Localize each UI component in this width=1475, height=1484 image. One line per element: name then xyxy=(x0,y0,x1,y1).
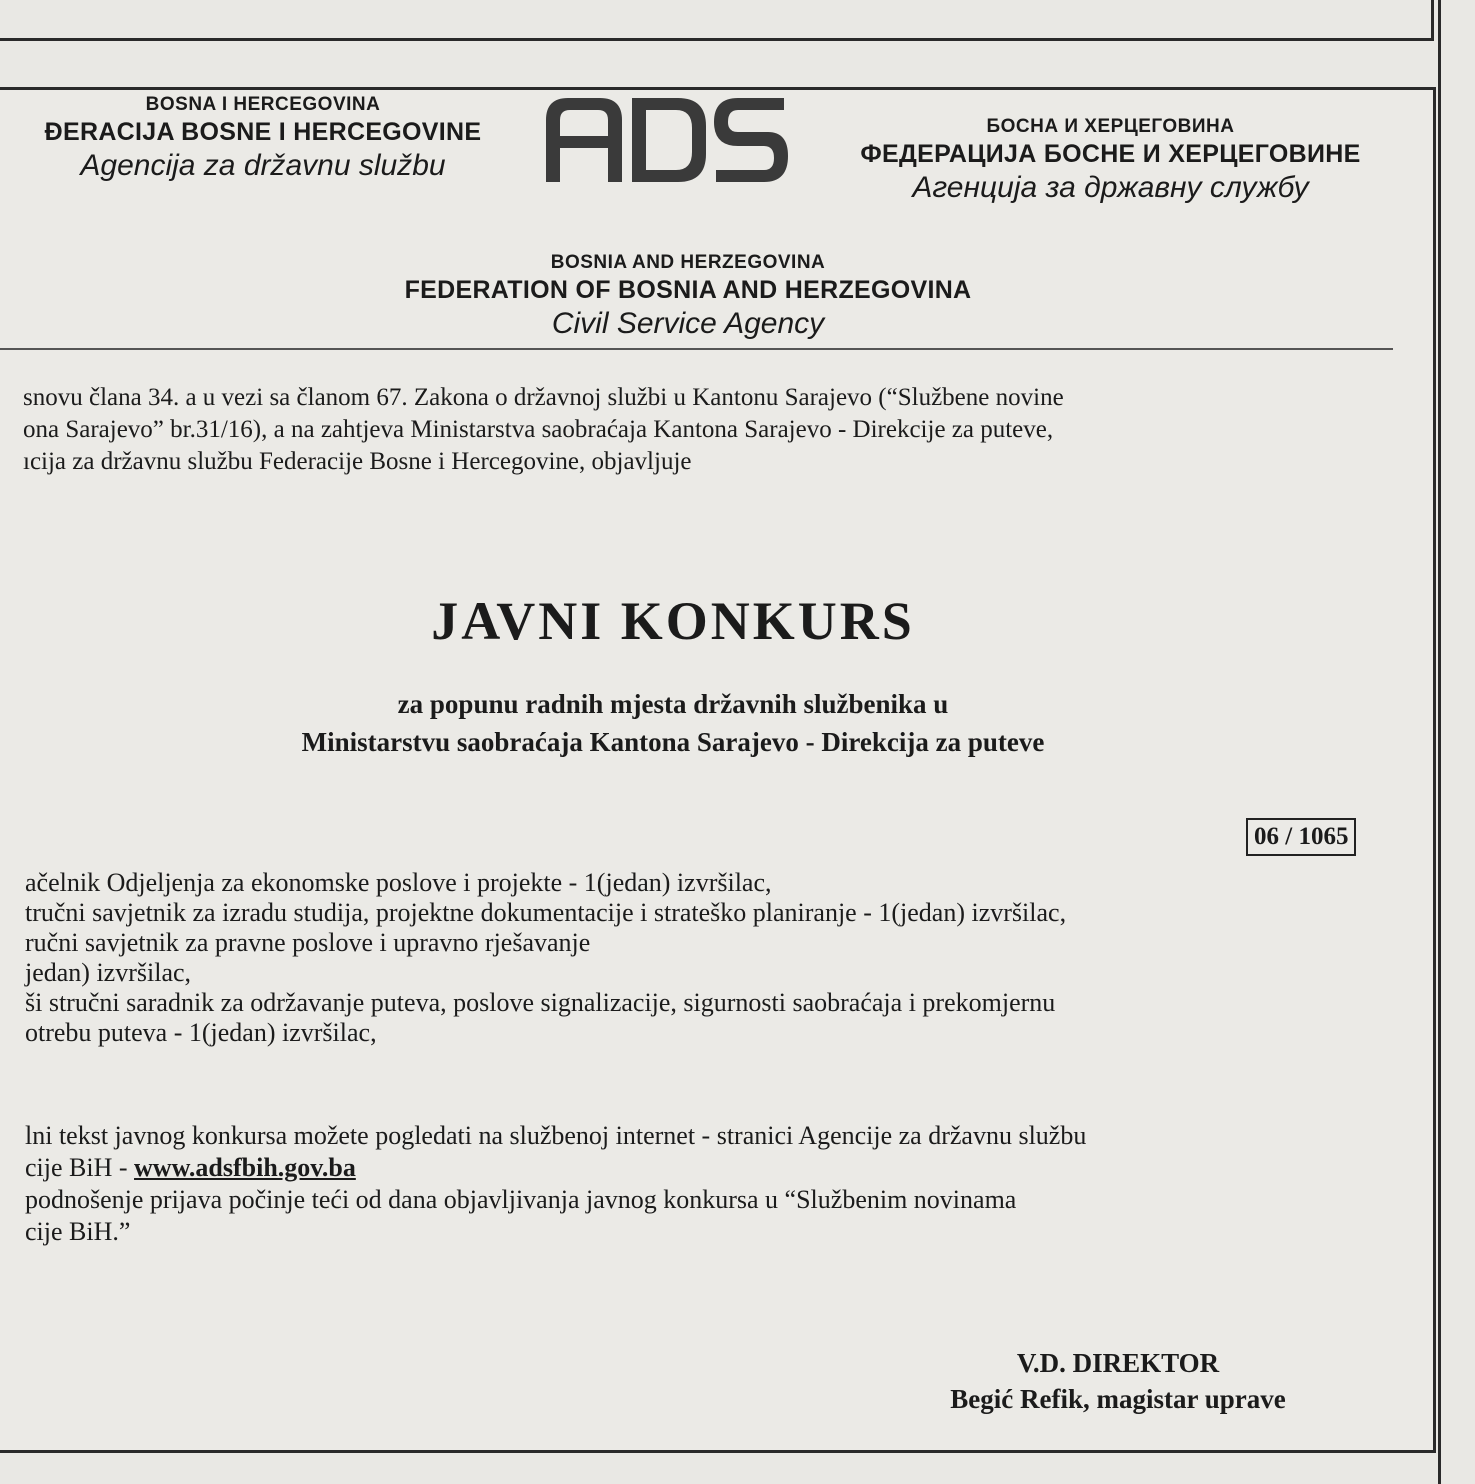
position-line: jedan) izvršilac, xyxy=(25,958,192,987)
header-english xyxy=(338,252,1038,341)
notes-line-prefix: cije BiH - xyxy=(25,1153,135,1182)
header-cyrillic-federation: ФЕДЕРАЦИЈА БОСНЕ И ХЕРЦЕГОВИНЕ xyxy=(860,140,1361,168)
header-english-agency: Civil Service Agency xyxy=(551,307,825,340)
intro-paragraph xyxy=(23,382,1398,478)
header-english-federation: FEDERATION OF BOSNIA AND HERZEGOVINA xyxy=(404,276,972,304)
agency-website-link[interactable]: www.adsfbih.gov.ba xyxy=(134,1153,356,1182)
position-line: tručni savjetnik za izradu studija, projektne dokumentacije i strateško planiranje - 1(jedan) izvršilac, xyxy=(25,898,1067,927)
positions-list xyxy=(25,868,1415,1048)
header-latin xyxy=(3,94,523,183)
position-line: ačelnik Odjeljenja za ekonomske poslove i projekte - 1(jedan) izvršilac, xyxy=(25,868,772,897)
document-title: JAVNI KONKURS xyxy=(431,591,915,651)
intro-line: snovu člana 34. a u vezi sa članom 67. Zakona o državnoj službi u Kantonu Sarajevo (“Službene novine xyxy=(23,384,1064,411)
header-english-country: BOSNIA AND HERZEGOVINA xyxy=(550,252,826,273)
notes-line xyxy=(25,1152,1415,1184)
header-latin-federation: ĐERACIJA BOSNE I HERCEGOVINE xyxy=(44,118,482,146)
position-line: ši stručni saradnik za održavanje puteva, poslove signalizacije, sigurnosti saobraćaja i prekomjernu xyxy=(25,988,1056,1017)
reference-number: 06 / 1065 xyxy=(1246,818,1356,856)
adjacent-column-border xyxy=(1438,0,1441,1484)
header-cyrillic-country: БОСНА И ХЕРЦЕГОВИНА xyxy=(986,116,1235,137)
subtitle-line: Ministarstvu saobraćaja Kantona Sarajevo - Direkcija za puteve xyxy=(301,727,1045,757)
application-notes xyxy=(25,1120,1415,1248)
subtitle-line: za popunu radnih mjesta državnih službenika u xyxy=(397,689,949,719)
signature-name: Begić Refik, magistar uprave xyxy=(950,1384,1286,1414)
position-line: otrebu puteva - 1(jedan) izvršilac, xyxy=(25,1018,377,1047)
job-advertisement xyxy=(0,87,1436,1453)
header-cyrillic-agency: Агенција за државну службу xyxy=(912,171,1309,204)
signature-block xyxy=(898,1345,1338,1417)
header-latin-agency: Agencija za državnu službu xyxy=(80,149,446,182)
header-latin-country: BOSNA I HERCEGOVINA xyxy=(145,94,381,115)
notes-line: cije BiH.” xyxy=(25,1217,131,1246)
position-line: ručni savjetnik za pravne poslove i upravno rješavanje xyxy=(25,928,591,957)
intro-line: ıcija za državnu službu Federacije Bosne i Hercegovine, objavljuje xyxy=(23,448,692,475)
header-cyrillic xyxy=(823,116,1398,205)
notes-line: lni tekst javnog konkursa možete pogledati na službenoj internet - stranici Agencije za državnu službu xyxy=(25,1121,1087,1150)
notes-line: podnošenje prijava počinje teći od dana objavljivanja javnog konkursa u “Službenim novinama xyxy=(25,1185,1017,1214)
document-subtitle xyxy=(0,685,1353,761)
header-divider xyxy=(0,348,1393,350)
ads-logo xyxy=(538,90,793,188)
signature-title: V.D. DIREKTOR xyxy=(1016,1348,1220,1378)
previous-ad-frame xyxy=(0,0,1434,41)
intro-line: ona Sarajevo” br.31/16), a na zahtjeva Ministarstva saobraćaja Kantona Sarajevo - Direkcije za puteve, xyxy=(23,416,1054,443)
